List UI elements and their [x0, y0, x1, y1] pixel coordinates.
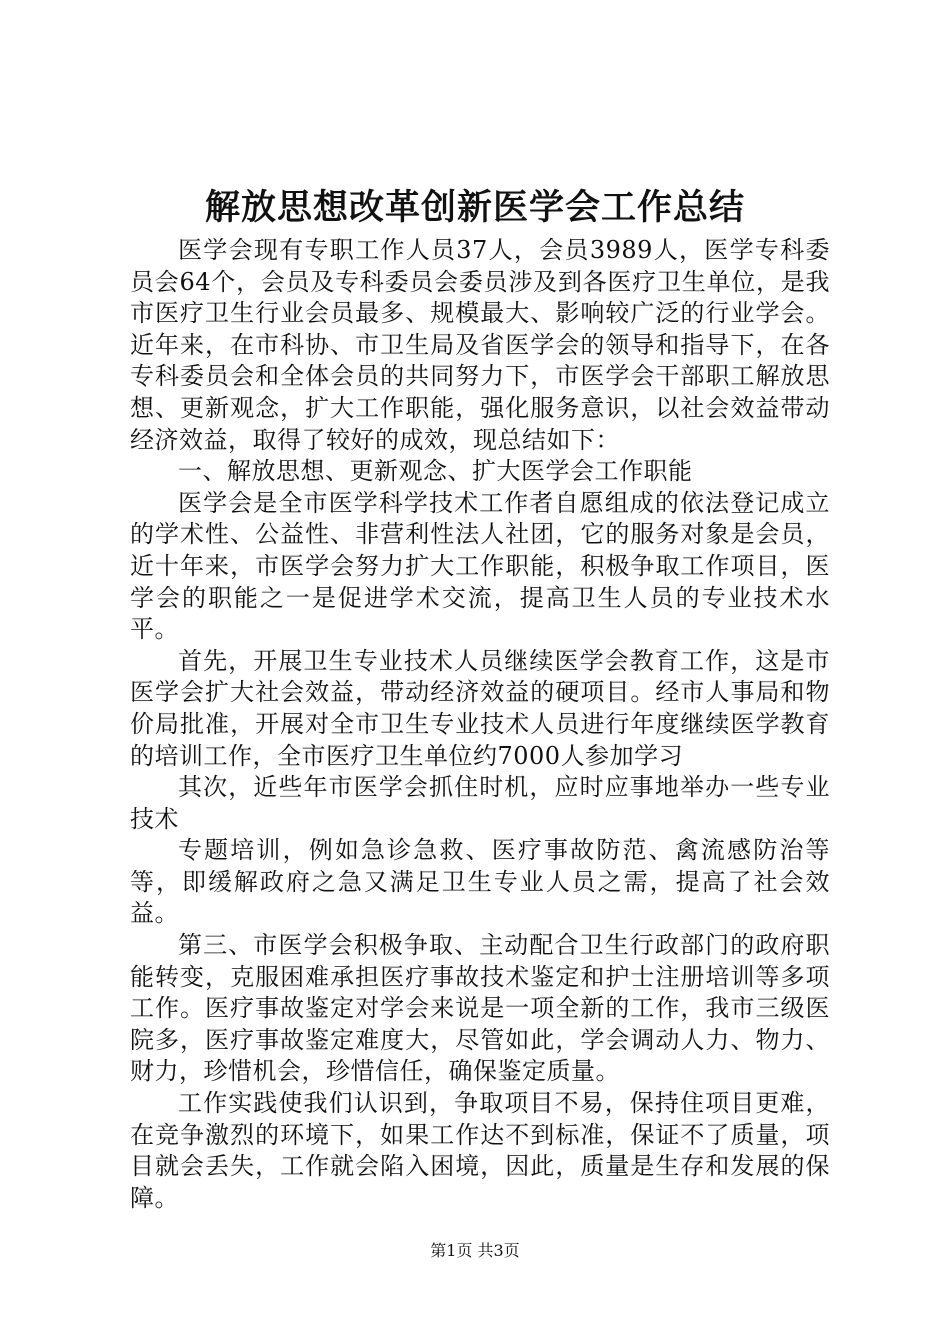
- page-number-footer: 第1页 共3页: [430, 1241, 520, 1260]
- paragraph-functions: 医学会是全市医学科学技术工作者自愿组成的依法登记成立的学术性、公益性、非营利性法人社团，它的服务对象是会员，近十年来，市医学会努力扩大工作职能，积极争取工作项目，医学会的职能之一是促进学术交流，提高卫生人员的专业技术水平。: [130, 488, 830, 644]
- paragraph-practice: 工作实践使我们认识到，争取项目不易，保持住项目更难，在竞争激烈的环境下，如果工作达不到标准，保证不了质量，项目就会丢失，工作就会陷入困境，因此，质量是生存和发展的保障。: [130, 1089, 830, 1212]
- section-heading-1: 一、解放思想、更新观念、扩大医学会工作职能: [178, 457, 693, 486]
- paragraph-intro: 医学会现有专职工作人员37人，会员3989人，医学专科委员会64个，会员及专科委员会委员涉及到各医疗卫生单位，是我市医疗卫生行业会员最多、规模最大、影响较广泛的行业学会。近年来，在市科协、市卫生局及省医学会的领导和指导下，在各专科委员会和全体会员的共同努力下，市医学会干部职工解放思想、更新观念，扩大工作职能，强化服务意识，以社会效益带动经济效益，取得了较好的成效，现总结如下：: [130, 236, 830, 454]
- paragraph-first: 首先，开展卫生专业技术人员继续医学会教育工作，这是市医学会扩大社会效益，带动经济效益的硬项目。经市人事局和物价局批准，开展对全市卫生专业技术人员进行年度继续医学教育的培训工作，全市医疗卫生单位约7000人参加学习: [130, 646, 830, 770]
- paragraph-third: 第三、市医学会积极争取、主动配合卫生行政部门的政府职能转变，克服困难承担医疗事故技术鉴定和护士注册培训等多项工作。医疗事故鉴定对学会来说是一项全新的工作，我市三级医院多，医疗事故鉴定难度大，尽管如此，学会调动人力、物力、财力，珍惜机会，珍惜信任，确保鉴定质量。: [130, 931, 830, 1086]
- paragraph-special-training: 专题培训，例如急诊急救、医疗事故防范、禽流感防治等等，即缓解政府之急又满足卫生专业人员之需，提高了社会效益。: [130, 836, 830, 928]
- paragraph-second: 其次，近些年市医学会抓住时机，应时应事地举办一些专业技术: [130, 773, 830, 833]
- document-title: 解放思想改革创新医学会工作总结: [204, 187, 745, 228]
- document-body: [130, 235, 830, 1214]
